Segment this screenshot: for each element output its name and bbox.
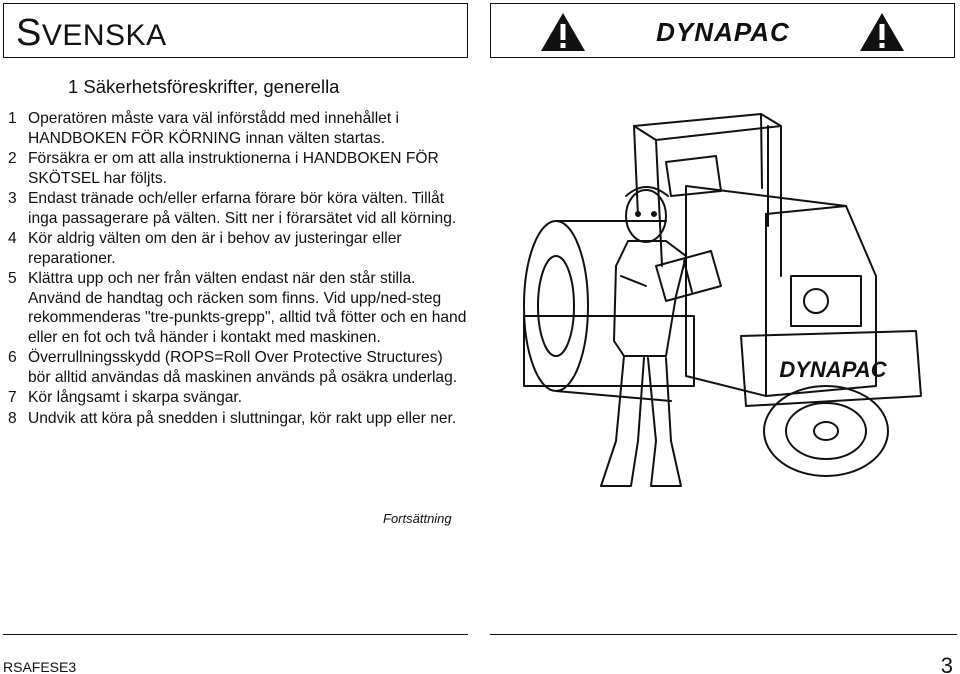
dynapac-logo [631, 17, 816, 47]
language-title [16, 12, 167, 57]
list-item [8, 388, 468, 408]
page-number: 3 [940, 653, 953, 674]
item-number: 2 [8, 150, 17, 167]
item-text: Undvik att köra på snedden i sluttningar, kör rakt upp eller ner. [28, 409, 457, 427]
document-code: RSAFESE3 [3, 659, 77, 674]
roller-operator-illustration [516, 96, 936, 506]
list-item [8, 269, 468, 347]
section-heading: 1 Säkerhetsföreskrifter, generella [68, 76, 340, 97]
bear-operator [601, 187, 721, 486]
item-number: 8 [8, 409, 17, 427]
item-number: 3 [8, 190, 17, 207]
footer-right [490, 634, 957, 672]
roller-label-text: DYNAPAC [779, 357, 887, 382]
list-item [8, 189, 468, 228]
safety-list [8, 109, 468, 429]
front-drum [524, 221, 694, 401]
item-number: 6 [8, 349, 17, 366]
list-item [8, 348, 468, 387]
language-header-box [3, 3, 468, 58]
item-text: Överrullningsskydd (ROPS=Roll Over Protective Structures) bör alltid användas då maskinen används på osäkra underlag. [28, 349, 458, 386]
list-item [8, 409, 468, 429]
list-item [8, 229, 468, 268]
language-title-initial: S [16, 12, 42, 54]
footer-left [3, 634, 468, 672]
item-number: 1 [8, 110, 17, 127]
item-number: 4 [8, 230, 17, 247]
item-text: Kör aldrig välten om den är i behov av justeringar eller reparationer. [28, 230, 402, 267]
item-text: Kör långsamt i skarpa svängar. [28, 389, 243, 406]
continuation-note: Fortsättning [383, 511, 452, 526]
warning-triangle-icon [858, 11, 906, 53]
list-item [8, 109, 468, 148]
brand-header-box [490, 3, 955, 58]
item-text: Operatören måste vara väl införstådd med innehållet i HANDBOKEN FÖR KÖRNING innan välten startas. [28, 110, 399, 147]
item-text: Klättra upp och ner från välten endast när den står stilla. Använd de handtag och räcken som finns. Vid upp/ned-steg rekommenderas "tre-punkts-grepp", alltid två fötter och en hand eller en fot och två händer i kontakt med maskinen. [28, 270, 467, 346]
rear-wheel [764, 386, 888, 476]
item-text: Försäkra er om att alla instruktionerna i HANDBOKEN FÖR SKÖTSEL har följts. [28, 150, 439, 187]
list-item [8, 149, 468, 188]
dynapac-logo-text: DYNAPAC [656, 17, 790, 47]
item-text: Endast tränade och/eller erfarna förare bör köra välten. Tillåt inga passagerare på välten. Sitt ner i förarsätet vid all körning. [28, 190, 457, 227]
warning-triangle-icon [539, 11, 587, 53]
language-title-rest: VENSKA [41, 19, 167, 52]
item-number: 7 [8, 389, 17, 406]
item-number: 5 [8, 270, 17, 287]
